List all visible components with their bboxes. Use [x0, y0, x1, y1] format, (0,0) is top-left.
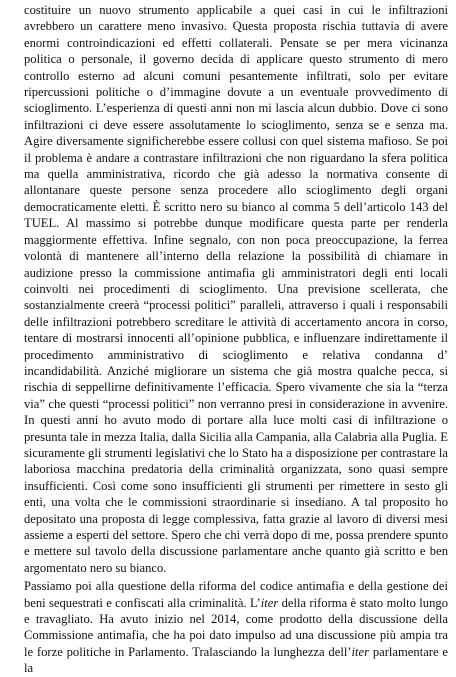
paragraph-scioglimento: [24, 2, 448, 576]
paragraph-text: Passiamo poi alla questione della riforma del codice antimafia e della gestione dei beni sequestrati e confiscati alla criminalità. L’: [24, 579, 448, 610]
italic-term-iter: iter: [260, 595, 279, 610]
paragraph-text: parlamentare e la: [24, 644, 448, 676]
paragraph-text: della riforma è stato molto lungo e travagliato. Ha avuto inizio nel 2014, come prodotto della discussione della Commissione antimafia, che ha poi dato impulso ad una discussione più ampia tra le forze politiche in Parlamento. Tralasciando la lunghezza dell’: [24, 595, 448, 659]
paragraph-text: costituire un nuovo strumento applicabile a quei casi in cui le infiltrazioni avrebbero un carattere meno invasivo. Questa proposta rischia tuttavia di avere enormi controindicazioni ed effetti collaterali. Pensate se per mera vicinanza politica o personale, il governo decida di applicare questo strumento di mero controllo esterno ad alcuni comuni pesantemente infiltrati, solo per evitare ripercussioni politiche o d’immagine dovute a un eventuale provvedimento di scioglimento. L’esperienza di questi anni non mi lascia alcun dubbio. Dove ci sono infiltrazioni ci deve essere assolutamente lo scioglimento, senza se e senza ma. Agire diversamente significherebbe essere collusi con quel sistema mafioso. Se poi il problema è andare a contrastare infiltrazioni che non riguardano la sfera politica ma quella amministrativa, ricordo che già adesso la normativa consente di allontanare queste persone senza procedere allo scioglimento degli organi democraticamente eletti. È scritto nero su bianco al comma 5 dell’articolo 143 del TUEL. Al massimo si potrebbe dunque modificare questa parte per renderla maggiormente effettiva. Infine segnalo, con non poca preoccupazione, la ferrea volontà di mantenere all’interno della relazione la possibilità di chiamare in audizione presso la commissione antimafia gli amministratori degli enti locali coinvolti nei procedimenti di scioglimento. Una previsione scellerata, che sostanzialmente creerà “processi politici” paralleli, attraverso i quali i responsabili delle infiltrazioni potrebbero screditare le attività di accertamento ancora in corso, tentare di mostrarsi innocenti all’opinione pubblica, e influenzare indirettamente il procedimento amministrativo di scioglimento e relativa condanna d’ incandidabilità. Anziché migliorare un sistema che già mostra qualche pecca, si rischia di seppellirne definitivamente l’efficacia. Spero vivamente che sia la “terza via” che questi “processi politici” non verranno presi in considerazione in avvenire. In questi anni ho avuto modo di portare alla luce molti casi di infiltrazione o presunta tale in mezza Italia, dalla Sicilia alla Campania, alla Calabria alla Puglia. E sicuramente gli strumenti legislativi che lo Stato ha a disposizione per contrastare la laboriosa macchina predatoria della criminalità organizzata, sono quasi sempre insufficienti. Così come sono insufficienti gli strumenti per rimettere in sesto gli enti, una volta che le commissioni straordinarie si insediano. A tal proposito ho depositato una proposta di legge complessiva, fatta grazie al lavoro di diversi mesi assieme a esperti del settore. Spero che chi verrà dopo di me, possa prendere spunto e mettere sul tavolo della discussione parlamentare anche quanto già scritto e ben argomentato nero su bianco.: [24, 3, 448, 575]
paragraph-riforma-codice-antimafia: [24, 578, 448, 676]
italic-term-iter: iter: [351, 644, 370, 659]
